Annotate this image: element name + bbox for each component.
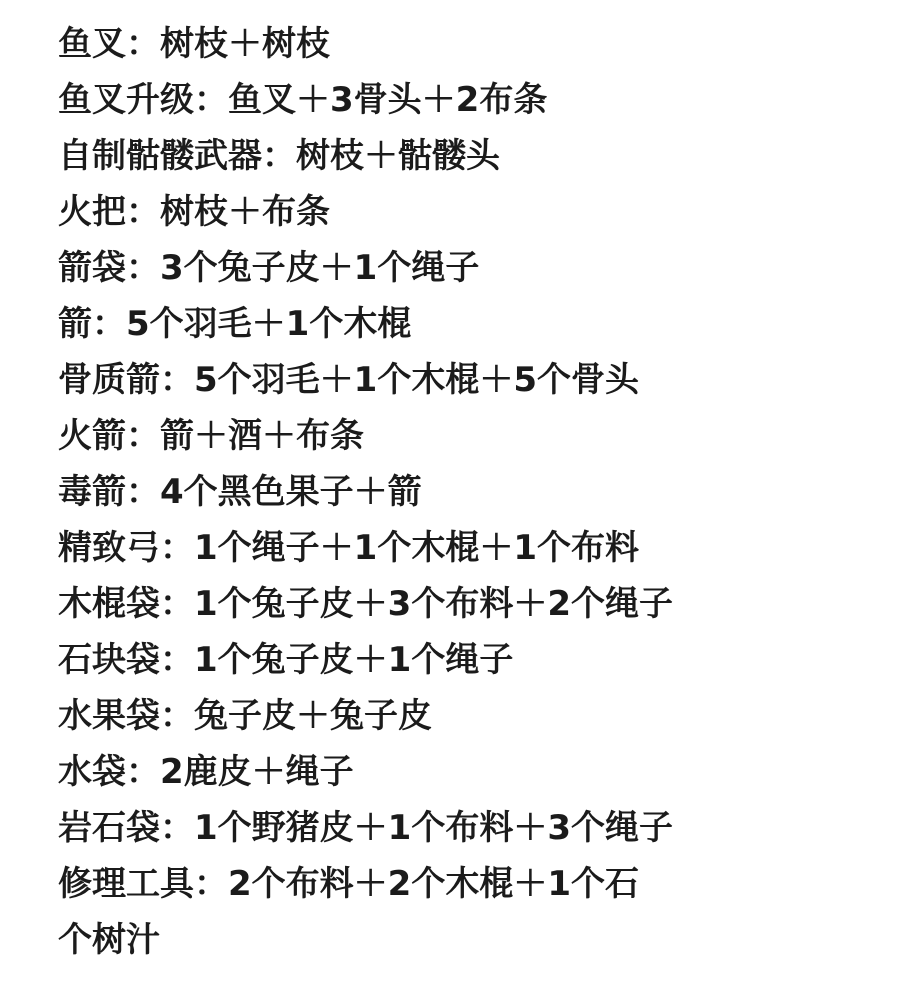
recipe-skull-weapon: 自制骷髅武器：树枝＋骷髅头 — [58, 136, 500, 176]
recipe-stick-bag: 木棍袋：1个兔子皮＋3个布料＋2个绳子 — [58, 584, 673, 624]
recipe-list — [58, 16, 878, 968]
recipe-repair-tool — [58, 856, 878, 968]
recipe-rock-bag: 岩石袋：1个野猪皮＋1个布料＋3个绳子 — [58, 808, 673, 848]
recipe-fire-arrow: 火箭：箭＋酒＋布条 — [58, 416, 364, 456]
recipe-quiver: 箭袋：3个兔子皮＋1个绳子 — [58, 248, 480, 288]
recipe-fish-spear: 鱼叉：树枝＋树枝 — [58, 24, 330, 64]
recipe-torch: 火把：树枝＋布条 — [58, 192, 330, 232]
recipe-bone-arrow: 骨质箭：5个羽毛＋1个木棍＋5个骨头 — [58, 360, 639, 400]
recipe-fine-bow: 精致弓：1个绳子＋1个木棍＋1个布料 — [58, 528, 639, 568]
recipe-stone-bag: 石块袋：1个兔子皮＋1个绳子 — [58, 640, 514, 680]
recipe-arrow: 箭：5个羽毛＋1个木棍 — [58, 304, 412, 344]
recipe-repair-tool-line-2: 个树汁 — [58, 920, 160, 960]
recipe-water-bag: 水袋：2鹿皮＋绳子 — [58, 752, 354, 792]
recipe-repair-tool-line-1: 修理工具：2个布料＋2个木棍＋1个石 — [58, 864, 639, 904]
recipe-fish-spear-upgrade: 鱼叉升级：鱼叉＋3骨头＋2布条 — [58, 80, 548, 120]
recipe-poison-arrow: 毒箭：4个黑色果子＋箭 — [58, 472, 422, 512]
recipe-fruit-bag: 水果袋：兔子皮＋兔子皮 — [58, 696, 432, 736]
